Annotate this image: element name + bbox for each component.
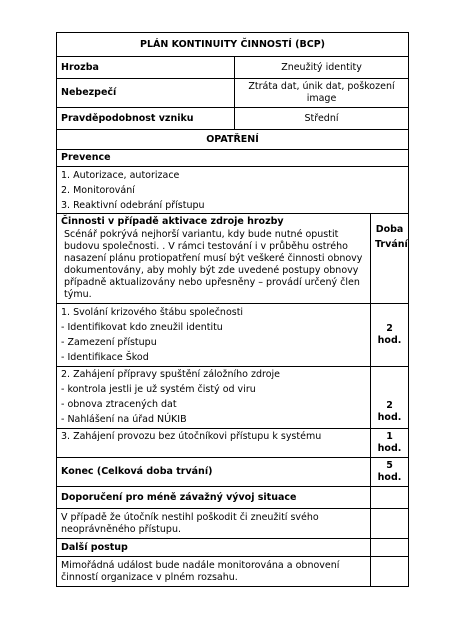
prevence-item: 1. Autorizace, autorizace [61, 170, 180, 181]
prevence-item: 2. Monitorování [61, 185, 135, 196]
bcp-document [56, 32, 408, 587]
doporuceni-text-empty [371, 509, 409, 539]
hrozba-value: Zneužitý identity [235, 57, 409, 79]
pravdepodobnost-row [57, 108, 409, 130]
duration-header: Doba Trvání [371, 214, 409, 304]
nebezpeci-label: Nebezpečí [57, 79, 235, 108]
step-3-duration: 1 hod. [371, 429, 409, 458]
dalsi-label: Další postup [57, 539, 371, 557]
doporuceni-text: V případě že útočník nestihl poškodit či zneužití svého neoprávněného přístupu. [57, 509, 371, 539]
doporuceni-text-row [57, 509, 409, 539]
step-2-cell [57, 367, 371, 429]
cinnosti-row [57, 214, 409, 304]
step-3-cell: 3. Zahájení provozu bez útočníkovi přístupu k systému [57, 429, 371, 458]
pravdepodobnost-value: Střední [235, 108, 409, 130]
cinnosti-label: Činnosti v případě aktivace zdroje hrozby [61, 216, 284, 227]
step-1-cell [57, 304, 371, 367]
step-line: 2. Zahájení přípravy spuštění záložního zdroje [61, 369, 280, 380]
step-line: - obnova ztracených dat [61, 399, 177, 410]
konec-row [57, 458, 409, 487]
cinnosti-cell [57, 214, 371, 304]
step-line: - Identifikovat kdo zneužil identitu [61, 322, 223, 333]
doporuceni-row [57, 487, 409, 509]
cinnosti-description: Scénář pokrývá nejhorší variantu, kdy bude nutné opustit budovu společnosti. . V rámci testování i v průběhu ostrého nasazení plánu protiopatření musí být veškeré činnosti obnovy dokumentovány, aby mohly být zde uvedené postupy obnovy případně aktualizovány nebo upřesněny – provádí určený člen týmu. [64, 229, 363, 300]
dalsi-row [57, 539, 409, 557]
doporuceni-label: Doporučení pro méně závažný vývoj situace [57, 487, 371, 509]
step-1-duration: 2 hod. [371, 304, 409, 367]
opatreni-row [57, 130, 409, 150]
nebezpeci-value: Ztráta dat, únik dat, poškození image [235, 79, 409, 108]
doporuceni-empty [371, 487, 409, 509]
step-line: - Zamezení přístupu [61, 337, 157, 348]
pravdepodobnost-label: Pravděpodobnost vzniku [57, 108, 235, 130]
prevence-label: Prevence [57, 150, 409, 167]
bcp-table [56, 32, 409, 587]
opatreni-header: OPATŘENÍ [57, 130, 409, 150]
hrozba-label: Hrozba [57, 57, 235, 79]
nebezpeci-row [57, 79, 409, 108]
step-line: - Nahlášení na úřad NÚKIB [61, 414, 187, 425]
hrozba-row [57, 57, 409, 79]
step-row [57, 429, 409, 458]
title-row [57, 33, 409, 57]
step-2-duration: 2 hod. [371, 367, 409, 429]
prevence-list [57, 167, 409, 214]
document-title: PLÁN KONTINUITY ČINNOSTÍ (BCP) [57, 33, 409, 57]
dalsi-empty [371, 539, 409, 557]
dalsi-text-empty [371, 557, 409, 587]
step-line: - Identifikace Škod [61, 352, 149, 363]
prevence-item: 3. Reaktivní odebrání přístupu [61, 200, 205, 211]
dalsi-text: Mimořádná událost bude nadále monitorována a obnovení činností organizace v plném rozsahu. [57, 557, 371, 587]
step-line: - kontrola jestli je už systém čistý od viru [61, 384, 256, 395]
dalsi-text-row [57, 557, 409, 587]
step-line: 1. Svolání krizového štábu společnosti [61, 307, 244, 318]
konec-duration: 5 hod. [371, 458, 409, 487]
prevence-items-row [57, 167, 409, 214]
step-row [57, 367, 409, 429]
konec-label: Konec (Celková doba trvání) [57, 458, 371, 487]
prevence-row [57, 150, 409, 167]
step-row [57, 304, 409, 367]
